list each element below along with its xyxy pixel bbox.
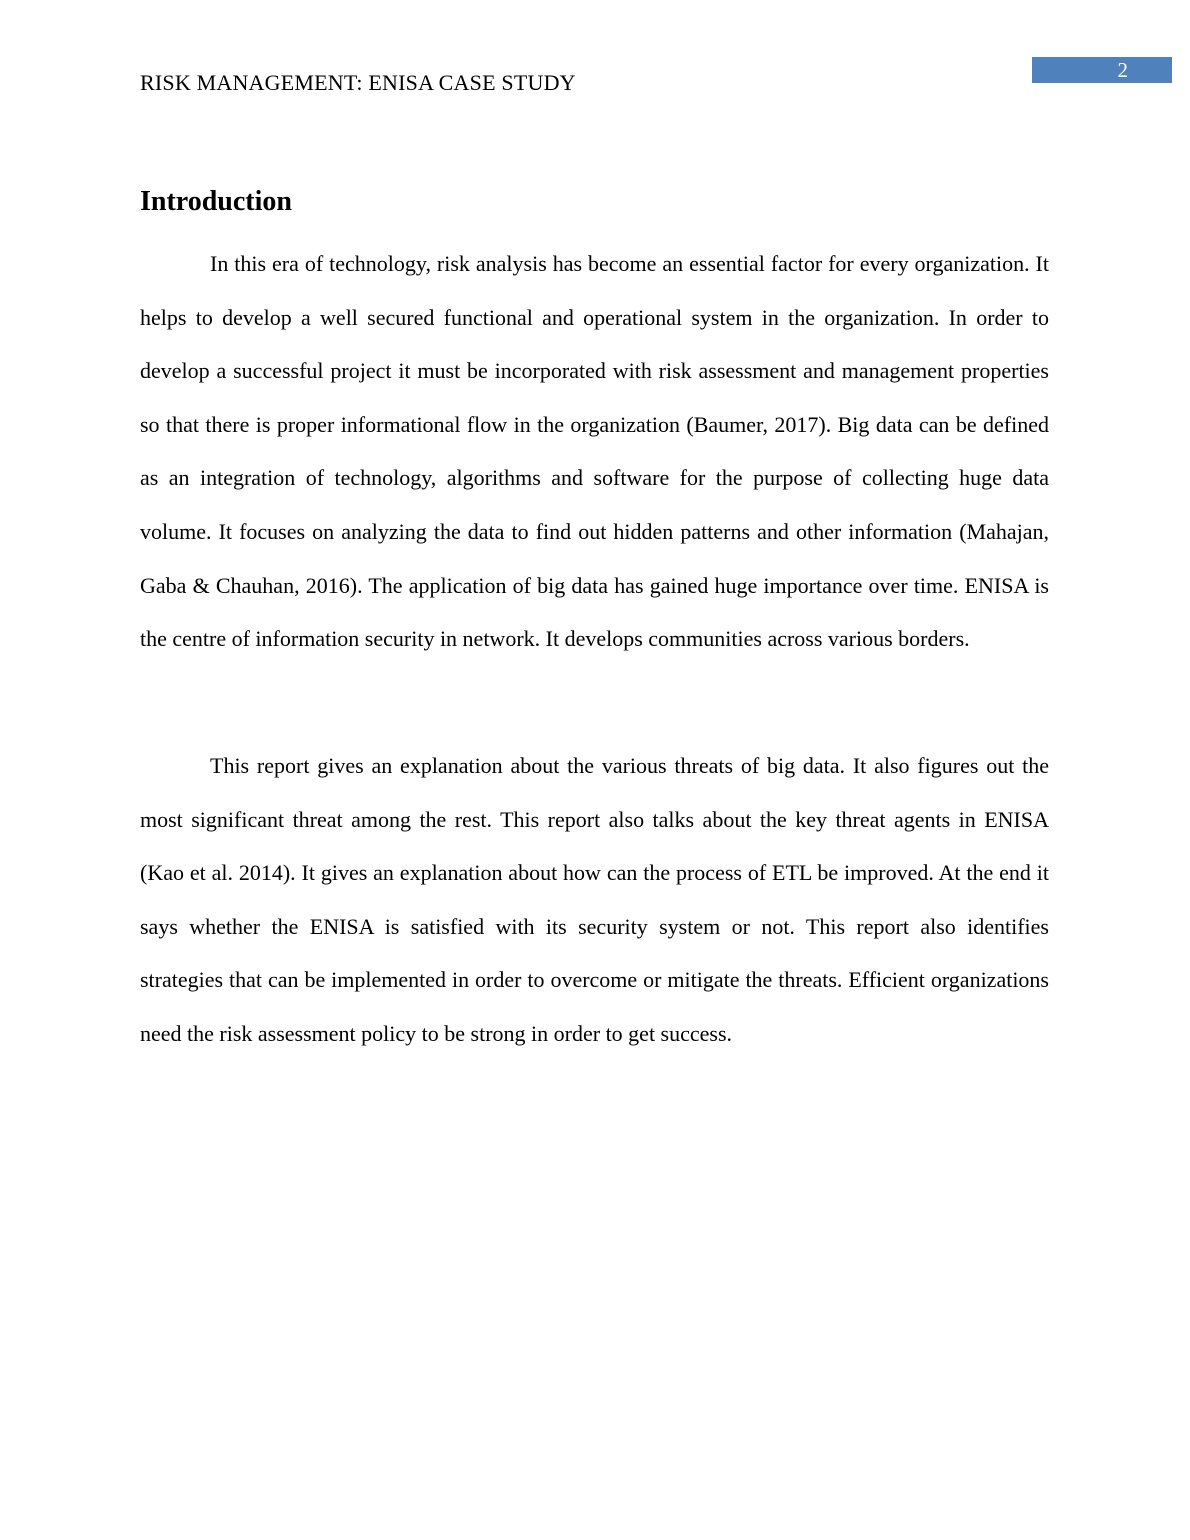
body-paragraph: This report gives an explanation about the various threats of big data. It also figures out the most significant threat among the rest. This report also talks about the key threat agents in ENISA (Kao et al. 2014). It gives an explanation about how can the process of ETL be improved. At the end it says whether the ENISA is satisfied with its security system or not. This report also identifies strategies that can be implemented in order to overcome or mitigate the threats. Efficient organizations need the risk assessment policy to be strong in order to get success. [140, 753, 1049, 1046]
body-paragraph: In this era of technology, risk analysis has become an essential factor for every organization. It helps to develop a well secured functional and operational system in the organization. In order to develop a successful project it must be incorporated with risk assessment and management properties so that there is proper informational flow in the organization (Baumer, 2017). Big data can be defined as an integration of technology, algorithms and software for the purpose of collecting huge data volume. It focuses on analyzing the data to find out hidden patterns and other information (Mahajan, Gaba & Chauhan, 2016). The application of big data has gained huge importance over time. ENISA is the centre of information security in network. It develops communities across various borders. [140, 251, 1049, 652]
running-head: RISK MANAGEMENT: ENISA CASE STUDY [140, 70, 576, 95]
section-heading: Introduction [140, 186, 292, 217]
page-number: 2 [1032, 57, 1172, 83]
